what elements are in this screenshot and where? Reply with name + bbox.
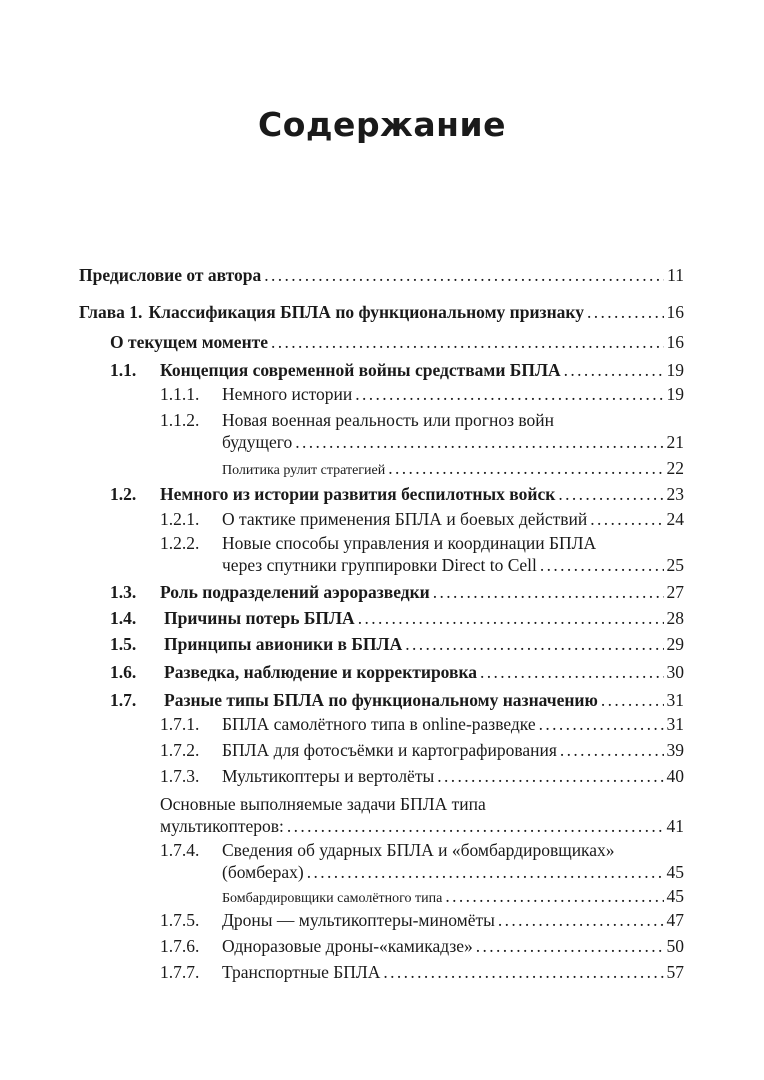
toc-number: 1.1. [110, 360, 137, 380]
dot-leader [476, 936, 664, 956]
toc-title: Немного из истории развития беспилотных войск [160, 484, 556, 504]
toc-page: 50 [666, 936, 684, 956]
toc-entry-1-7-4[interactable] [222, 862, 684, 882]
dot-leader [498, 910, 664, 930]
toc-title: Концепция современной войны средствами БПЛА [160, 360, 561, 380]
dot-leader [590, 509, 663, 529]
toc-page: 11 [667, 265, 684, 285]
toc-page: 19 [666, 384, 684, 404]
toc-page: 39 [666, 740, 684, 760]
toc-entry-1-6[interactable] [110, 662, 684, 682]
page-title: Содержание [258, 105, 506, 144]
toc-entry-1-2[interactable] [110, 484, 684, 504]
toc-page: 31 [666, 690, 684, 710]
dot-leader [358, 608, 664, 628]
dot-leader [539, 714, 664, 734]
toc-title: БПЛА для фотосъёмки и картографирования [222, 740, 557, 760]
toc-number: 1.2.1. [160, 509, 200, 529]
toc-entry-1-1-2[interactable] [222, 432, 684, 452]
toc-title: Немного истории [222, 384, 353, 404]
toc-page: 40 [666, 766, 684, 786]
toc-title-line1: Сведения об ударных БПЛА и «бомбардировщиках» [222, 840, 615, 860]
toc-title: Разведка, наблюдение и корректировка [164, 662, 478, 682]
toc-number: 1.7. [110, 690, 137, 710]
toc-title: Предисловие от автора [79, 265, 262, 285]
toc-entry-tasks[interactable] [160, 816, 684, 836]
toc-entry-1-7-1[interactable] [160, 714, 684, 734]
dot-leader [307, 862, 664, 882]
toc-number: 1.7.3. [160, 766, 200, 786]
toc-entry-current-moment[interactable] [110, 332, 684, 352]
toc-page: 45 [666, 862, 684, 882]
toc-entry-1-5[interactable] [110, 634, 684, 654]
toc-page: 23 [666, 484, 684, 504]
toc-page: 30 [666, 662, 684, 682]
toc-page: 21 [666, 432, 684, 452]
dot-leader [287, 816, 664, 836]
toc-number: 1.7.6. [160, 936, 200, 956]
toc-title: Одноразовые дроны-«камикадзе» [222, 936, 473, 956]
toc-title: Классификация БПЛА по функциональному признаку [148, 302, 584, 322]
dot-leader [271, 332, 663, 352]
toc-number: 1.2. [110, 484, 137, 504]
toc-number: 1.4. [110, 608, 137, 628]
toc-entry-1-1-1[interactable] [160, 384, 684, 404]
toc-page: 25 [666, 555, 684, 575]
toc-entry-1-7[interactable] [110, 690, 684, 710]
toc-entry-preface[interactable] [79, 265, 684, 285]
toc-number: 1.6. [110, 662, 137, 682]
toc-number: 1.7.1. [160, 714, 200, 734]
toc-number: 1.3. [110, 582, 137, 602]
toc-title: Дроны — мультикоптеры-миномёты [222, 910, 495, 930]
dot-leader [445, 886, 663, 906]
dot-leader [295, 432, 663, 452]
toc-number: 1.7.7. [160, 962, 200, 982]
dot-leader [355, 384, 663, 404]
toc-page: 29 [666, 634, 684, 654]
toc-number: 1.1.1. [160, 384, 200, 404]
toc-title: Причины потерь БПЛА [164, 608, 355, 628]
toc-entry-1-2-2[interactable] [222, 555, 684, 575]
toc-title-line2: будущего [222, 432, 293, 452]
dot-leader [601, 690, 664, 710]
toc-entry-1-2-1[interactable] [160, 509, 684, 529]
toc-title-line2: через спутники группировки Direct to Cell [222, 555, 537, 575]
toc-number: 1.1.2. [160, 410, 200, 430]
toc-title-line1: Основные выполняемые задачи БПЛА типа [160, 794, 486, 814]
dot-leader [437, 766, 663, 786]
toc-entry-1-2-2-first-line[interactable] [160, 533, 596, 553]
toc-title: Транспортные БПЛА [222, 962, 381, 982]
toc-entry-1-7-3[interactable] [160, 766, 684, 786]
dot-leader [388, 458, 663, 478]
toc-number: Глава 1. [79, 302, 143, 322]
toc-title: Бомбардировщики самолётного типа [222, 891, 443, 906]
toc-entry-1-1-2-first-line[interactable] [160, 410, 554, 430]
toc-title: Политика рулит стратегией [222, 463, 386, 478]
toc-title-line1: Новые способы управления и координации БПЛА [222, 533, 597, 553]
toc-page: 28 [666, 608, 684, 628]
toc-title-line2: мультикоптеров: [160, 816, 284, 836]
toc-entry-1-7-4-first-line[interactable] [160, 840, 615, 860]
toc-title: Мультикоптеры и вертолёты [222, 766, 435, 786]
toc-entry-1-7-2[interactable] [160, 740, 684, 760]
toc-page: 41 [666, 816, 684, 836]
toc-entry-tasks-first-line[interactable] [160, 794, 486, 814]
toc-title: О текущем моменте [110, 332, 269, 352]
toc-entry-1-7-6[interactable] [160, 936, 684, 956]
toc-number: 1.2.2. [160, 533, 200, 553]
toc-number: 1.7.4. [160, 840, 200, 860]
toc-title-line1: Новая военная реальность или прогноз войн [222, 410, 555, 430]
toc-entry-politics[interactable] [222, 458, 684, 478]
toc-page: 45 [666, 886, 684, 906]
toc-entry-1-3[interactable] [110, 582, 684, 602]
toc-number: 1.7.5. [160, 910, 200, 930]
toc-title-line2: (бомберах) [222, 862, 304, 882]
toc-entry-1-7-5[interactable] [160, 910, 684, 930]
dot-leader [560, 740, 664, 760]
dot-leader [264, 265, 664, 285]
toc-page: 22 [666, 458, 684, 478]
toc-entry-bombers[interactable] [222, 886, 684, 906]
toc-page: 57 [666, 962, 684, 982]
toc-number: 1.7.2. [160, 740, 200, 760]
toc-page: 24 [666, 509, 684, 529]
dot-leader [433, 582, 664, 602]
toc-title: БПЛА самолётного типа в online-разведке [222, 714, 536, 734]
dot-leader [540, 555, 664, 575]
dot-leader [587, 302, 664, 322]
toc-page: 27 [666, 582, 684, 602]
toc-title: Принципы авионики в БПЛА [164, 634, 403, 654]
toc-page: 47 [666, 910, 684, 930]
toc-number: 1.5. [110, 634, 137, 654]
toc-page: 31 [666, 714, 684, 734]
toc-entry-1-7-7[interactable] [160, 962, 684, 982]
toc-entry-1-4[interactable] [110, 608, 684, 628]
toc-entry-chapter-1[interactable] [79, 302, 684, 322]
dot-leader [383, 962, 663, 982]
toc-page: 19 [666, 360, 684, 380]
dot-leader [480, 662, 663, 682]
toc-title: О тактике применения БПЛА и боевых действий [222, 509, 588, 529]
dot-leader [564, 360, 664, 380]
dot-leader [558, 484, 663, 504]
toc-title: Роль подразделений аэроразведки [160, 582, 430, 602]
toc-title: Разные типы БПЛА по функциональному назначению [164, 690, 598, 710]
toc-page: 16 [666, 332, 684, 352]
toc-entry-1-1[interactable] [110, 360, 684, 380]
toc-page: 16 [666, 302, 684, 322]
dot-leader [405, 634, 663, 654]
